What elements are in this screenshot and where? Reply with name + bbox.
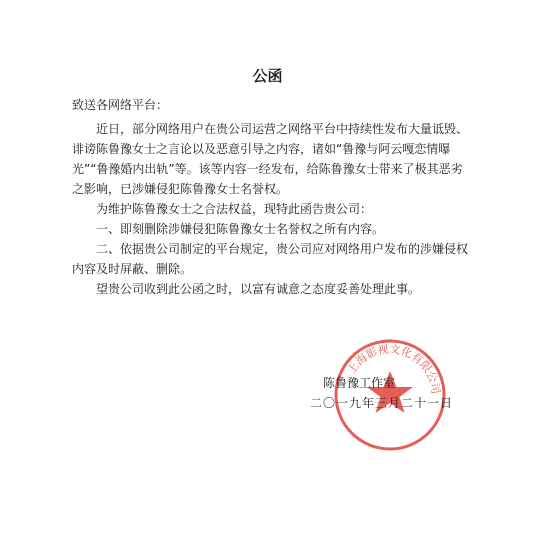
paragraph-demand-1: 一、即刻删除涉嫌侵犯陈鲁豫女士名誉权之所有内容。 [96,222,385,236]
paragraph-demand-2: 二、依据贵公司制定的平台规定，贵公司应对网络用户发布的涉嫌侵权内容及时屏蔽、删除。 [72,242,469,276]
seal-text: 上海影视文化有限公司 [344,342,443,395]
letter-body [72,119,470,299]
paragraph-main: 近日，部分网络用户在贵公司运营之网络平台中持续性发布大量诋毁、诽谤陈鲁豫女士之言论以及恶意引导之内容，诸如“鲁豫与阿云嘎恋情曝光”“鲁豫婚内出轨”等。该等内容一经发布，给陈鲁豫女士带来了极其恶劣之影响，已涉嫌侵犯陈鲁豫女士名誉权。 [72,122,469,196]
paragraph-closing: 望贵公司收到此公函之时，以富有诚意之态度妥善处理此事。 [96,282,421,296]
document-title: 公函 [252,67,283,85]
addressee-line: 致送各网络平台： [72,98,169,112]
letter-date: 二〇一九年三月二十一日 [310,396,454,410]
paragraph-notice: 为维护陈鲁豫女士之合法权益，现特此函告贵公司： [96,202,373,216]
sender-name: 陈鲁豫工作室 [323,376,396,390]
